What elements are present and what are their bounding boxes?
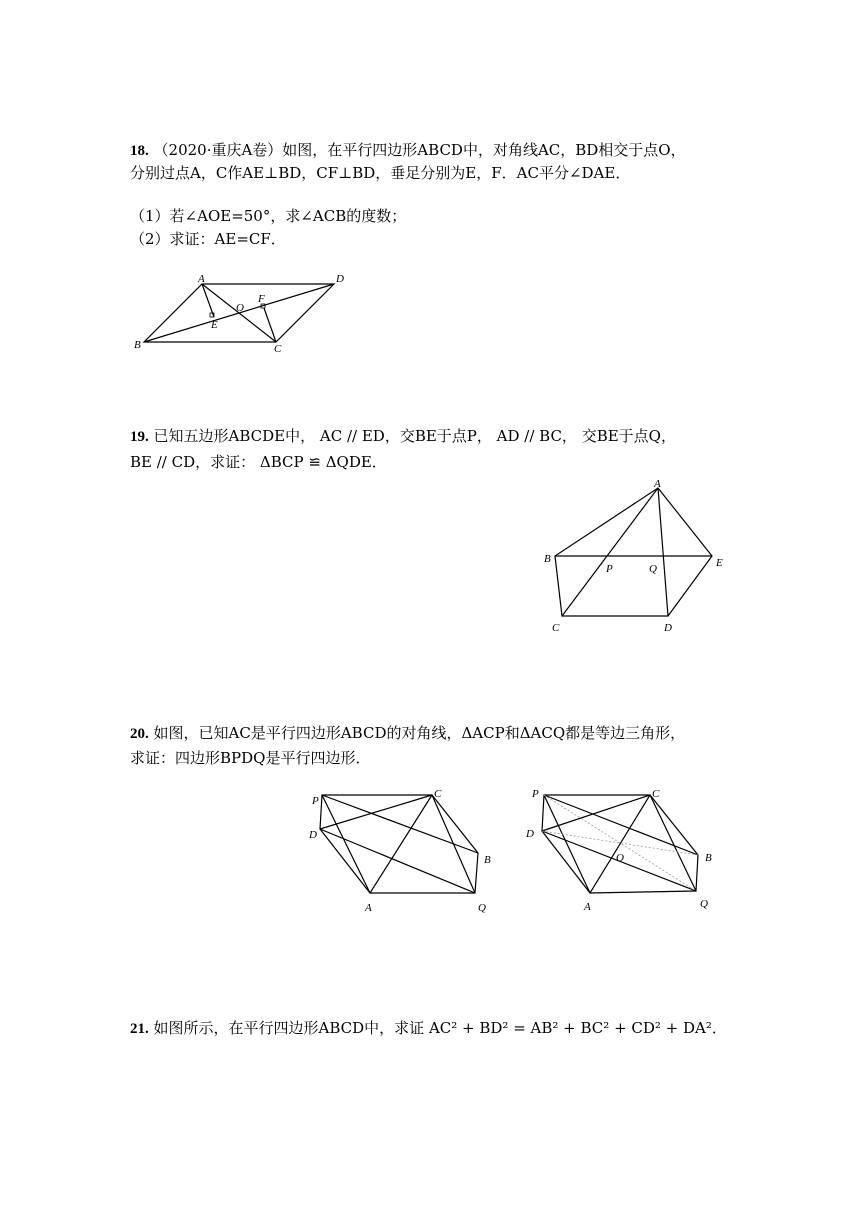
label-p: P (312, 795, 319, 807)
pentagon-abcde (555, 488, 712, 616)
q19-figure (540, 478, 730, 638)
q20-number: 20. (130, 726, 149, 742)
label-p: P (532, 788, 539, 800)
segment-ca (370, 795, 432, 893)
q21-number: 21. (130, 1021, 149, 1037)
label-a: A (198, 273, 205, 285)
q20-text-1: 如图，已知AC是平行四边形ABCD的对角线，ΔACP和ΔACQ都是等边三角形， (153, 724, 686, 742)
q20-figure-right (520, 785, 720, 920)
label-a: A (584, 901, 591, 913)
label-c: C (434, 788, 442, 800)
q21-line1 (130, 1018, 727, 1039)
q19-line1 (130, 426, 676, 447)
label-b: B (705, 852, 712, 864)
label-o: O (616, 852, 624, 864)
q18-line1 (130, 140, 686, 161)
q19-line2: BE // CD，求证： ΔBCP ≌ ΔQDE． (130, 453, 387, 471)
label-a: A (365, 902, 372, 914)
q18-figure (130, 270, 350, 355)
label-c: C (274, 343, 282, 355)
label-c: C (552, 622, 560, 634)
q18-part2: （2）求证：AE=CF． (130, 230, 286, 248)
label-p: P (606, 563, 613, 575)
q20-line1 (130, 723, 685, 744)
q18-number: 18. (130, 143, 149, 159)
label-q: Q (478, 902, 486, 914)
label-d: D (309, 829, 317, 841)
label-b: B (544, 553, 551, 565)
q18-part1: （1）若∠AOE=50°，求∠ACB的度数； (130, 207, 407, 225)
label-a: A (654, 478, 661, 490)
label-b: B (484, 854, 491, 866)
label-d: D (526, 828, 534, 840)
label-b: B (134, 339, 141, 351)
label-q: Q (700, 898, 708, 910)
label-c: C (652, 788, 660, 800)
q19-number: 19. (130, 429, 149, 445)
q21-text-1: 如图所示，在平行四边形ABCD中，求证 AC² + BD² = AB² + BC² + CD² + DA²． (153, 1019, 727, 1037)
label-q: Q (649, 563, 657, 575)
label-d: D (664, 622, 672, 634)
label-f: F (258, 293, 265, 305)
q18-line2: 分别过点A，C作AE⊥BD，CF⊥BD，垂足分别为E，F．AC平分∠DAE． (130, 164, 631, 182)
segment-ca (590, 795, 650, 893)
segment-ac (562, 488, 658, 616)
q18-text-1: （2020·重庆A卷）如图，在平行四边形ABCD中，对角线AC，BD相交于点O， (153, 141, 686, 159)
label-e: E (211, 319, 218, 331)
q20-figure-left (300, 785, 500, 920)
q20-line2: 求证：四边形BPDQ是平行四边形． (130, 749, 371, 767)
segment-ad (658, 488, 668, 616)
label-e: E (716, 557, 723, 569)
label-d: D (336, 273, 344, 285)
label-o: O (236, 302, 244, 314)
q19-text-1: 已知五边形ABCDE中， AC // ED，交BE于点P， AD // BC， 交BE于点Q， (153, 427, 676, 445)
